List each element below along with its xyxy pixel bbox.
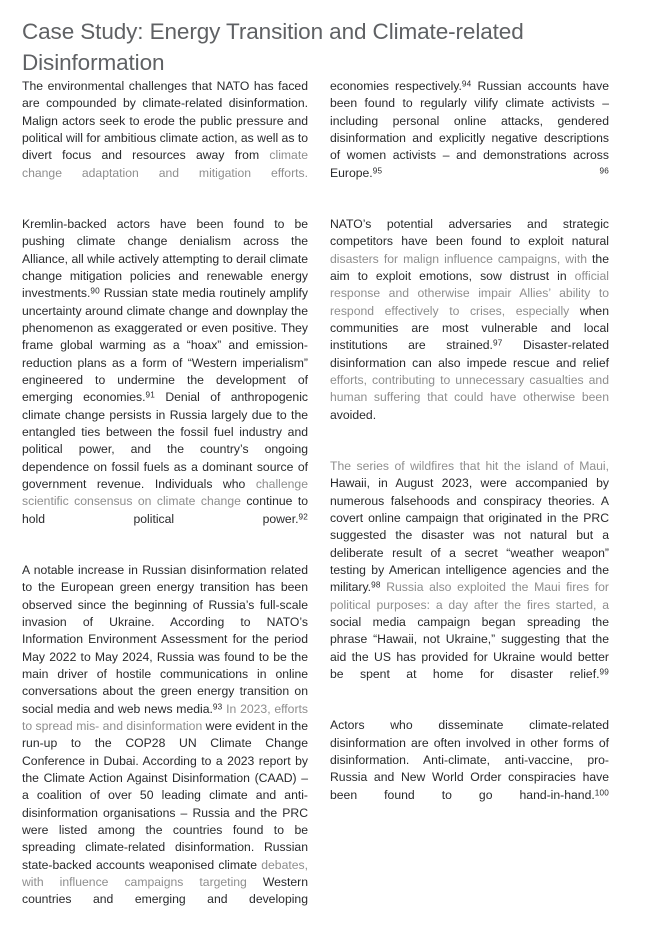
paragraph: [22, 216, 308, 546]
text-run: Actors who disseminate climate-related disinformation are often involved in other forms of disinformation. Anti-climate, anti-vaccine, pro-Russia and New World Order conspiracies have been found to go hand-in-hand.: [330, 718, 609, 802]
text-run: continue to hold political power.: [22, 494, 309, 526]
text-run-faded: The series of wildfires that hit the island of Maui,: [330, 458, 609, 473]
footnote-reference[interactable]: 96: [599, 166, 609, 176]
text-run: social media campaign began spreading the phrase “Hawaii, not Ukraine,” suggesting that the aid the US has provided for Ukraine would better be spent at home for disaster relief.: [330, 614, 609, 681]
text-run: avoided.: [330, 407, 377, 422]
footnote-reference[interactable]: 99: [599, 667, 609, 677]
body-column-left: [22, 78, 308, 926]
footnote-reference[interactable]: 98: [371, 580, 381, 590]
footnote-reference[interactable]: 94: [461, 79, 472, 89]
text-run: Kremlin-backed actors have been found to be pushing climate change denialism across the Alliance, all while actively attempting to derail climate change mitigation policies and renewable energy investments.: [22, 216, 308, 301]
text-run: when communities are most vulnerable and local institutions are strained.: [330, 303, 609, 353]
text-run: economies respectively.: [330, 79, 462, 93]
text-run: NATO’s potential adversaries and strategic competitors have been found to exploit natural: [330, 216, 609, 249]
text-run-faded: official response and otherwise impair Allies’ ability to respond effectively to crises, especially: [330, 268, 609, 318]
footnote-reference[interactable]: 92: [298, 512, 308, 522]
text-run-faded: In 2023, efforts to spread mis- and disinformation: [22, 701, 308, 734]
text-run: were evident in the run-up to the COP28 UN Climate Change Conference in Dubai. According to a 2023 report by the Climate Action Against Disinformation (CAAD) – a coalition of over 50 leading climate and anti-disinformation organisations – Russia and the PRC were listed among the countries found to be spreading climate-related disinformation. Russian state-backed accounts weaponised climate: [22, 719, 308, 872]
footnote-reference[interactable]: 93: [212, 702, 223, 712]
text-run: The environmental challenges that NATO has faced are compounded by climate-related disinformation. Malign actors seek to erode the public pressure and political will for ambitious climate action, as well as to divert focus and resources away from: [22, 79, 308, 163]
paragraph: [22, 78, 308, 199]
paragraph: [330, 458, 609, 701]
body-column-right: [330, 78, 609, 821]
text-run: A notable increase in Russian disinformation related to the European green energy transition has been observed since the beginning of Russia’s full-scale invasion of Ukraine. According to NATO’s Information Environment Assessment for the period May 2022 to May 2024, Russia was found to be the main driver of hostile communications in online conversations about the green energy transition on social media and web news media.: [22, 562, 308, 716]
text-run-faded: climate change adaptation and mitigation efforts.: [22, 148, 308, 180]
text-run: Hawaii, in August 2023, were accompanied by numerous falsehoods and conspiracy theories. A covert online campaign that originated in the PRC suggested the disaster was not natural but a deliberate result of a secret “weather weapon” testing by American intelligence agencies and the military.: [330, 476, 609, 595]
footnote-reference[interactable]: 95: [372, 166, 383, 176]
text-run-faded: challenge scientific consensus on climate change: [22, 477, 308, 509]
paragraph: [22, 562, 308, 926]
footnote-reference[interactable]: 91: [145, 390, 155, 400]
paragraph: [330, 78, 609, 199]
footnote-reference[interactable]: 97: [492, 338, 503, 348]
text-run-faded: disasters for malign influence campaigns, with: [330, 251, 587, 266]
text-run: Russian state media routinely amplify uncertainty around climate change and downplay the phenomenon as exaggerated or even positive. They frame global warming as a “hoax” and emission-reduction plans as a form of “Western imperialism” engineered to undermine the development of emerging economies.: [22, 286, 308, 405]
page-title: Case Study: Energy Transition and Climate-related Disinformation: [22, 19, 524, 75]
text-run: Russian accounts have been found to regularly vilify climate activists – including personal online attacks, gendered disinformation and explicitly negative descriptions of women activists – and demonstrations across Europe.: [330, 79, 609, 180]
paragraph: [330, 216, 609, 441]
footnote-reference[interactable]: 100: [594, 788, 609, 798]
text-run: Denial of anthropogenic climate change persists in Russia largely due to the entangled ties between the fossil fuel industry and political power, and the country’s ongoing dependence on fossil fuels as a dominant source of government revenue. Individuals who: [22, 390, 308, 492]
paragraph: [330, 717, 609, 821]
footnote-reference[interactable]: 90: [90, 286, 100, 296]
text-run: [382, 166, 599, 180]
text-run-faded: efforts, contributing to unnecessary casualties and human suffering that could have otherwise been: [330, 373, 609, 405]
text-run: Western countries and emerging and developing: [22, 875, 309, 907]
text-run-faded: debates, with influence campaigns targeting: [22, 857, 308, 890]
text-run-faded: Russia also exploited the Maui fires for political purposes: a day after the fires started, a: [330, 580, 609, 612]
text-run: the aim to exploit emotions, sow distrust in: [330, 251, 609, 283]
text-run: Disaster-related disinformation can also impede rescue and relief: [330, 338, 609, 370]
